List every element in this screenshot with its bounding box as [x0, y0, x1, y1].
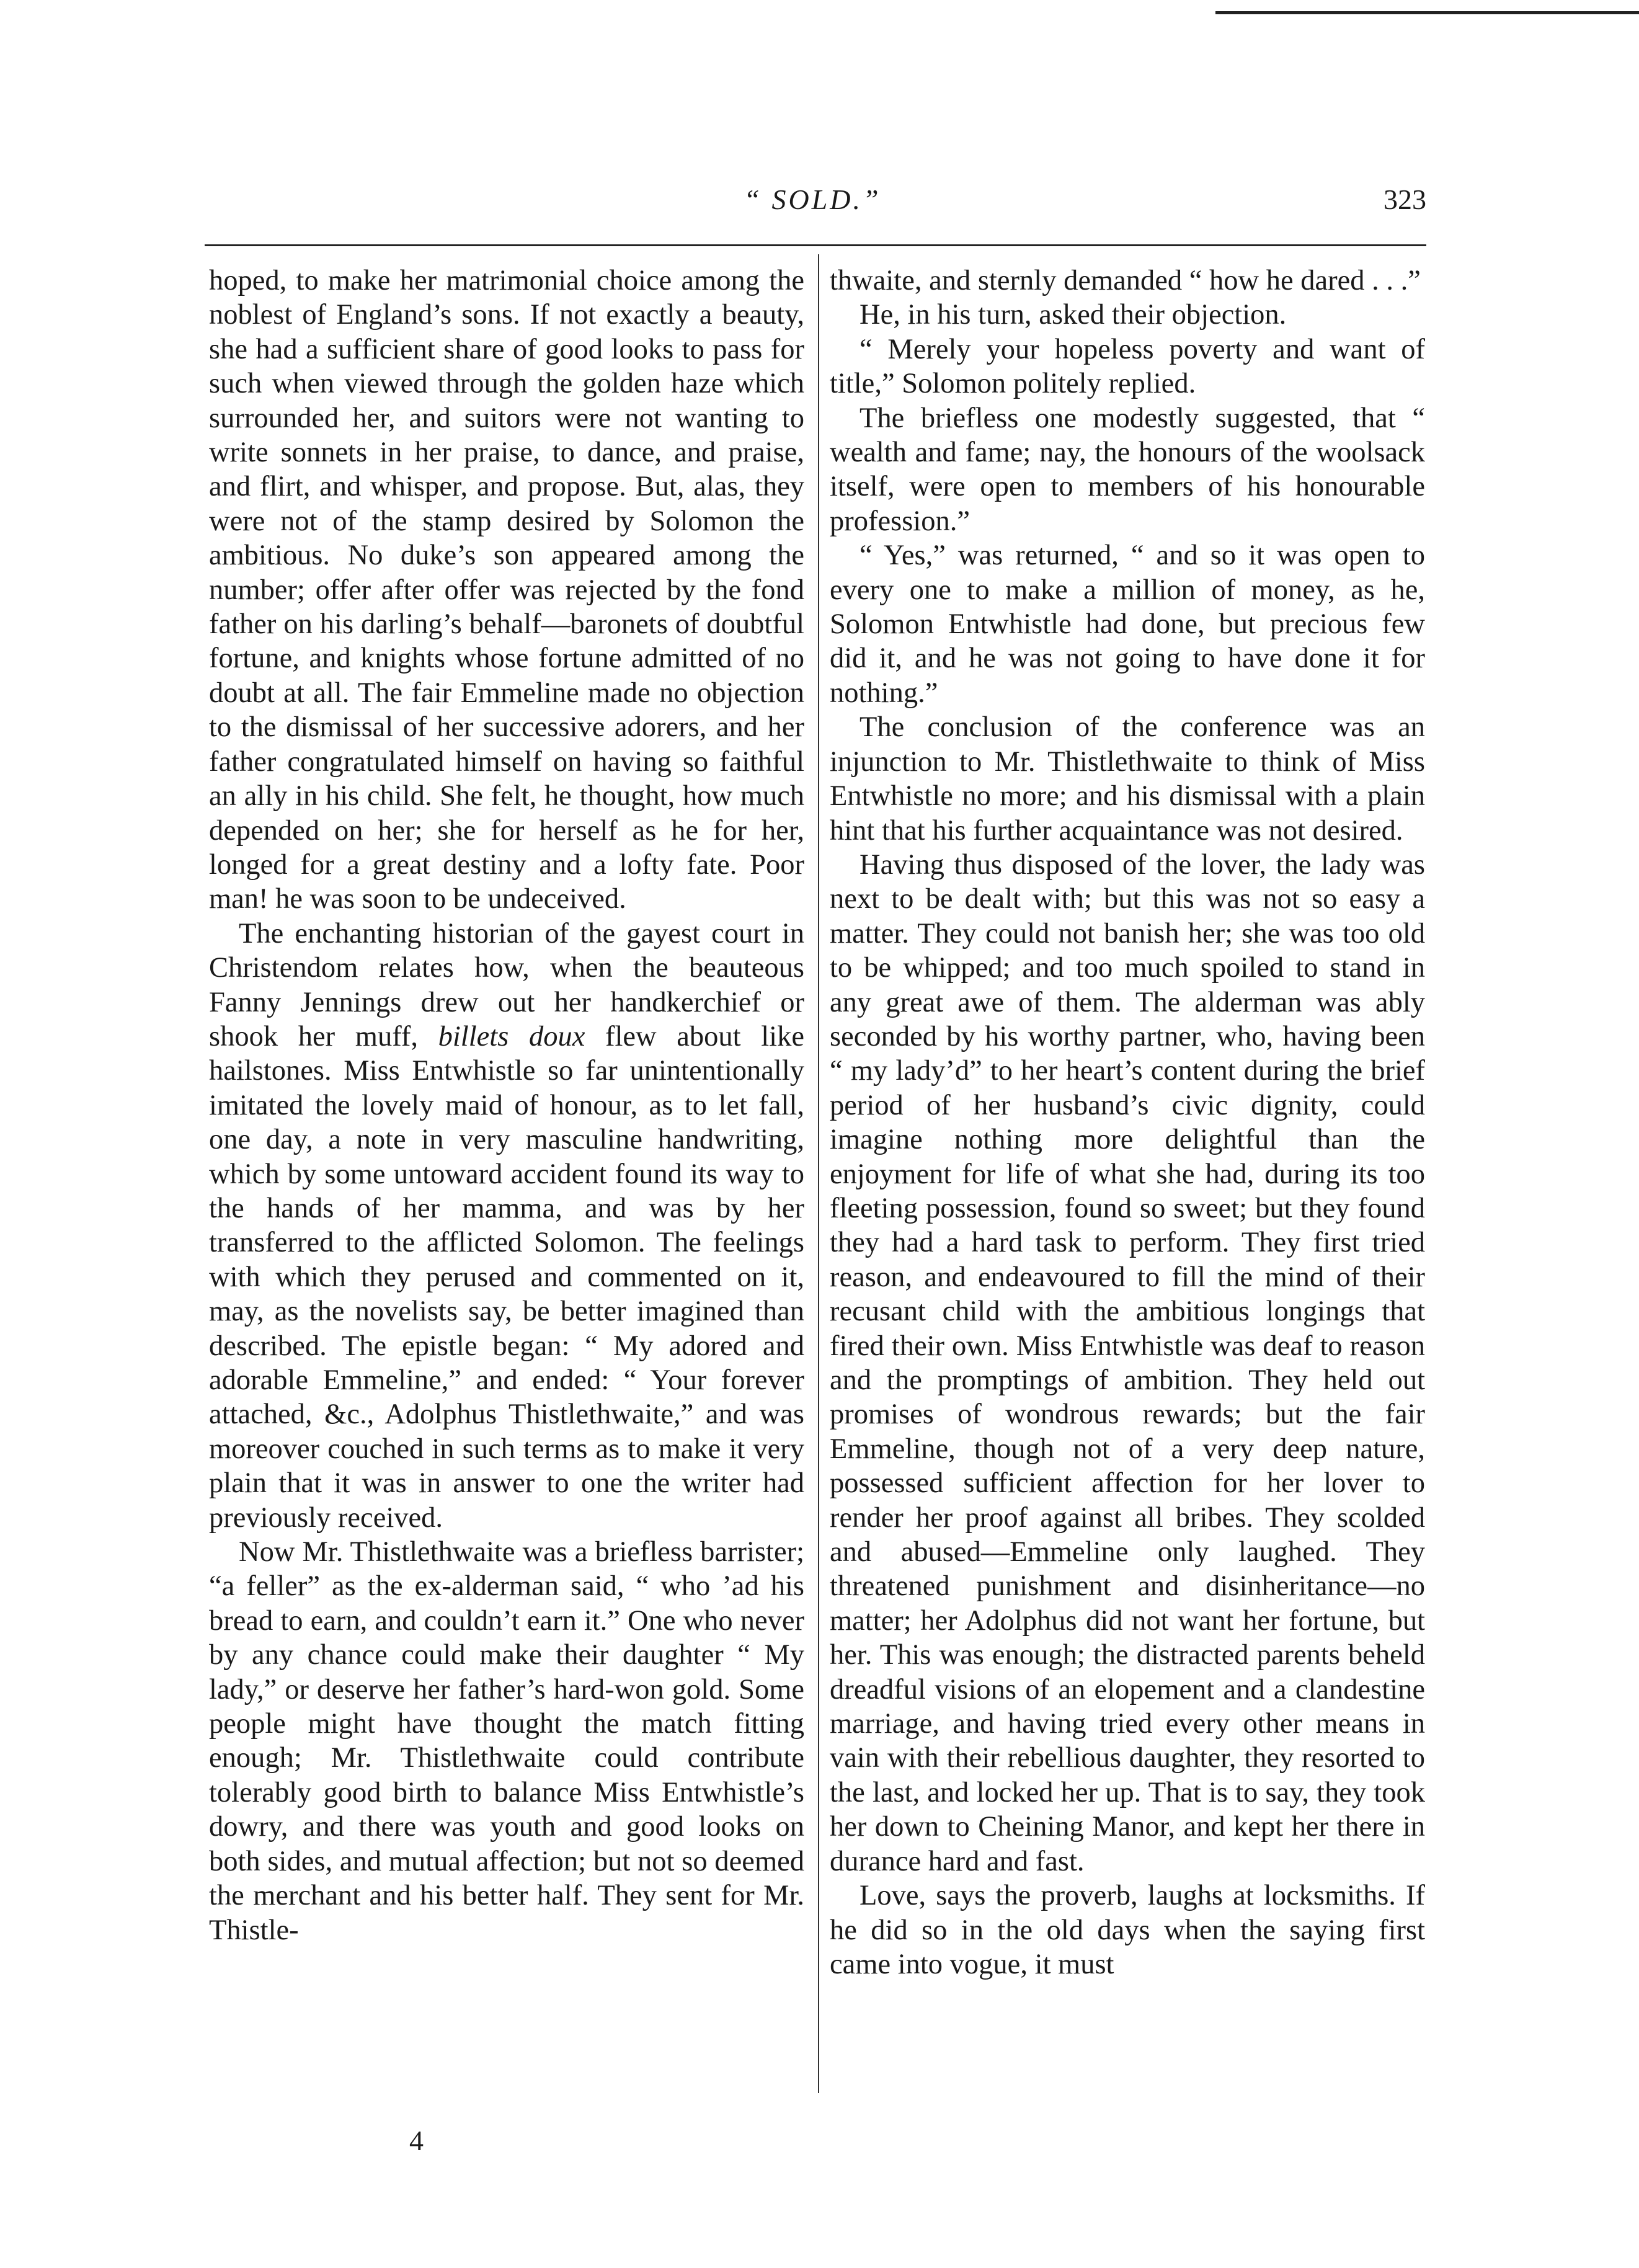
- running-title: “ SOLD.”: [744, 184, 881, 215]
- page-number: 323: [1384, 184, 1426, 215]
- paragraph: He, in his turn, asked their objection.: [859, 299, 1287, 331]
- paragraph: The enchanting historian of the gayest court in Christendom relates how, when the beauteous Fanny Jennings drew out her handkerchief or shook her muff, billets doux flew about like hailstones. Miss Entwhistle so far unintentionally imitated the lovely maid of honour, as to let fall, one day, a note in very masculine handwriting, which by some untoward accident found its way to the hands of her mamma, and was by her transferred to the afflicted Solomon. The feelings with which they perused and commented on it, may, as the novelists say, be better imagined than described. The epistle began: “ My adored and adorable Emmeline,” and ended: “ Your forever attached, &c., Adolphus Thistlethwaite,” and was moreover couched in such terms as to make it very plain that it was in answer to one the writer had previously received.: [209, 917, 804, 1534]
- paragraph: Now Mr. Thistlethwaite was a briefless barrister; “a feller” as the ex-alderman said, “ who ’ad his bread to earn, and couldn’t earn it.” One who never by any chance could make their daughter “ My lady,” or deserve her father’s hard-won gold. Some people might have thought the match fitting enough; Mr. Thistlethwaite could contribute tolerably good birth to balance Miss Entwhistle’s dowry, and there was youth and good looks on both sides, and mutual affection; but not so deemed the merchant and his better half. They sent for Mr. Thistle-: [209, 1536, 804, 1946]
- paragraph: “ Yes,” was returned, “ and so it was open to every one to make a million of money, as he, Solomon Entwhistle had done, but precious few did it, and he was not going to have done it for nothing.”: [830, 540, 1425, 709]
- top-edge-rule: [1215, 11, 1639, 14]
- page-header: [198, 183, 1426, 239]
- right-column: [830, 264, 1425, 2093]
- italic-phrase: billets doux: [438, 1020, 585, 1052]
- column-divider: [818, 254, 819, 2093]
- paragraph: The briefless one modestly suggested, that “ wealth and fame; nay, the honours of the woolsack itself, were open to members of his honourable profession.”: [830, 402, 1425, 537]
- signature-mark: 4: [409, 2125, 424, 2156]
- left-column: [209, 264, 804, 2093]
- header-rule: [205, 244, 1426, 246]
- paragraph: Love, says the proverb, laughs at locksmiths. If he did so in the old days when the saying first came into vogue, it must: [830, 1880, 1425, 1980]
- paragraph: “ Merely your hopeless poverty and want of title,” Solomon politely replied.: [830, 333, 1425, 400]
- paragraph: hoped, to make her matrimonial choice among the noblest of England’s sons. If not exactly a beauty, she had a sufficient share of good looks to pass for such when viewed through the golden haze which surrounded her, and suitors were not wanting to write sonnets in her praise, to dance, and praise, and flirt, and whisper, and propose. But, alas, they were not of the stamp desired by Solomon the ambitious. No duke’s son appeared among the number; offer after offer was rejected by the fond father on his darling’s behalf—baronets of doubtful fortune, and knights whose fortune admitted of no doubt at all. The fair Emmeline made no objection to the dismissal of her successive adorers, and her father congratulated himself on having so faithful an ally in his child. She felt, he thought, how much depended on her; she for herself as he for her, longed for a great destiny and a lofty fate. Poor man! he was soon to be undeceived.: [209, 265, 804, 915]
- paragraph: The conclusion of the conference was an injunction to Mr. Thistlethwaite to think of Miss Entwhistle no more; and his dismissal with a plain hint that his further acquaintance was not desired.: [830, 711, 1425, 847]
- paragraph: thwaite, and sternly demanded “ how he dared . . .”: [830, 265, 1421, 296]
- paragraph: Having thus disposed of the lover, the lady was next to be dealt with; but this was not so easy a matter. They could not banish her; she was too old to be whipped; and too much spoiled to stand in any great awe of them. The alderman was ably seconded by his worthy partner, who, having been “ my lady’d” to her heart’s content during the brief period of her husband’s civic dignity, could imagine nothing more delightful than the enjoyment for life of what she had, during its too fleeting possession, found so sweet; but they found they had a hard task to perform. They first tried reason, and endeavoured to fill the mind of their recusant child with the ambitious longings that fired their own. Miss Entwhistle was deaf to reason and the promptings of ambition. They held out promises of wondrous rewards; but the fair Emmeline, though not of a very deep nature, possessed sufficient affection for her lover to render her proof against all bribes. They scolded and abused—Emmeline only laughed. They threatened punishment and disinheritance—no matter; her Adolphus did not want her fortune, but her. This was enough; the distracted parents beheld dreadful visions of an elopement and a clandestine marriage, and having tried every other means in vain with their rebellious daughter, they resorted to the last, and locked her up. That is to say, they took her down to Cheining Manor, and kept her there in durance hard and fast.: [830, 848, 1425, 1877]
